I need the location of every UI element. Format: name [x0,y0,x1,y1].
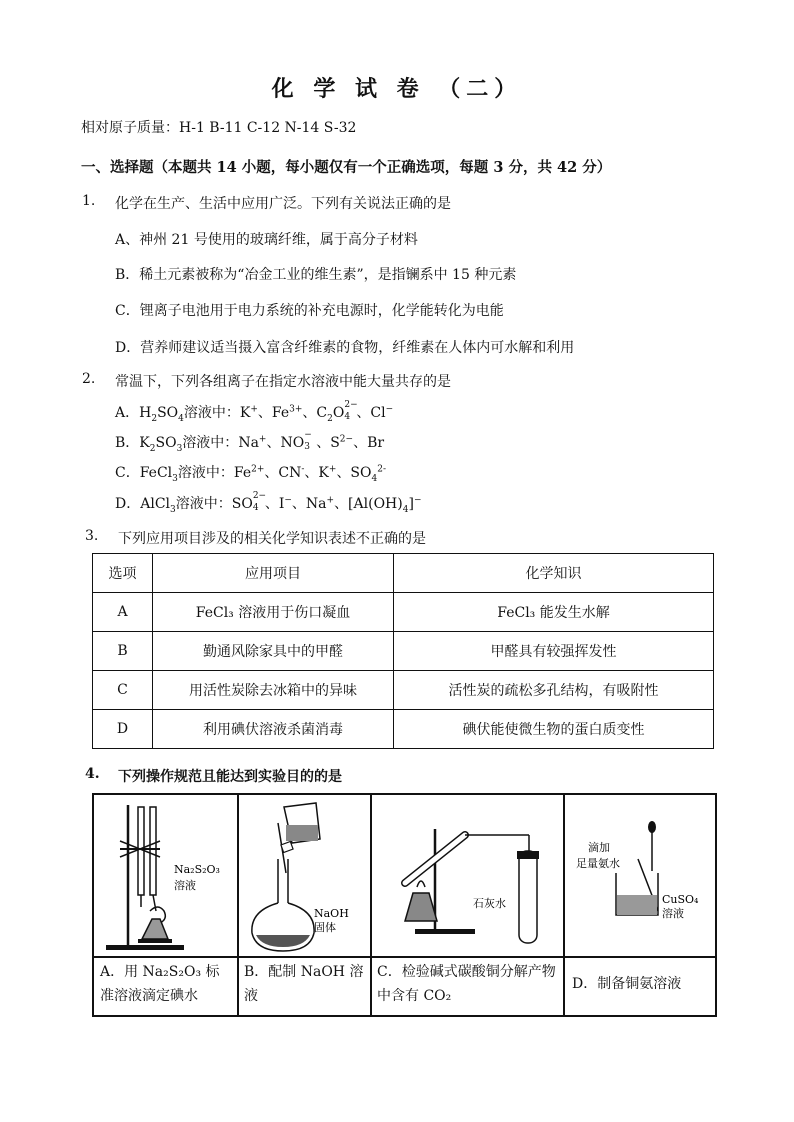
table-header-cell: 选项 [93,554,153,593]
q1-option-d: D．营养师建议适当摄入富含纤维素的食物，纤维素在人体内可水解和利用 [115,340,575,356]
q2-b-label: 溶液中： [182,435,239,451]
q2-number: 2. [82,371,96,387]
table-header-cell: 化学知识 [394,554,714,593]
q4-caption-c: C．检验碱式碳酸铜分解产物中含有 CO₂ [377,964,556,1004]
q2-option-d: D．AlCl$_3$溶液中：SO 2− 4 、I−、Na+、$[Al(OH)_4]^-$ [115,491,422,515]
q4-d-top1: 滴加 [588,841,610,854]
q4-figure-table [92,793,717,1017]
q4-b-reagent: NaOH [314,907,349,920]
table-row [93,710,714,749]
table-cell: C [93,671,153,710]
q4-caption-b: B．配制 NaOH 溶液 [244,964,364,1004]
table-row [93,593,714,632]
q4-caption-a: A．用 Na₂S₂O₃ 标准溶液滴定碘水 [100,964,220,1004]
table-header-row [93,554,714,593]
q4-number: 4. [85,766,100,782]
q2-option-c: C．FeCl$_3$溶液中：$Fe^{2+}$、CN-、K+、$SO_4^{2-}$ [115,464,387,484]
q2-d-prefix: D． [115,496,141,512]
q1-option-c: C．锂离子电池用于电力系统的补充电源时，化学能转化为电能 [115,303,504,319]
table-cell: 勤通风除家具中的甲醛 [153,632,394,671]
q2-stem: 常温下，下列各组离子在指定水溶液中能大量共存的是 [115,374,451,390]
q4-b-reagent2: 固体 [314,921,336,934]
q2-b-prefix: B． [115,435,140,451]
q2-c-prefix: C． [115,465,140,481]
q4-c-reagent: 石灰水 [473,897,506,910]
q2-a-prefix: A． [115,405,140,421]
q4-d-top2: 足量氨水 [576,857,620,870]
table-cell: D [93,710,153,749]
section-heading: 一、选择题（本题共 14 小题，每小题仅有一个正确选项，每题 3 分，共 42 分） [81,159,612,176]
table-header-cell: 应用项目 [153,554,394,593]
q1-option-a: A、神州 21 号使用的玻璃纤维，属于高分子材料 [115,232,418,248]
q3-number: 3. [85,528,99,544]
q4-divider [94,956,715,958]
copper-ammine-figure [566,799,712,953]
q1-stem: 化学在生产、生活中应用广泛。下列有关说法正确的是 [115,196,451,212]
q2-c-label: 溶液中： [177,465,234,481]
q4-a-reagent2: 溶液 [174,879,196,892]
q4-caption-d: D．制备铜氨溶液 [572,976,682,992]
table-cell: B [93,632,153,671]
atomic-masses: 相对原子质量：H-1 B-11 C-12 N-14 S-32 [81,120,357,136]
q2-option-b: B．$K_2SO_3$溶液中：Na+、NO − 3 、$S^{2-}$、Br [115,430,385,454]
page-title: 化 学 试 卷 （二） [271,76,523,102]
table-cell: 甲醛具有较强挥发性 [394,632,714,671]
table-cell: 用活性炭除去冰箱中的异味 [153,671,394,710]
q2-option-a: A．$H_2SO_4$溶液中：K+、$Fe^{3+}$、$C_2O$ 2− 4 、Cl− [115,400,394,424]
q1-option-b: B．稀土元素被称为“冶金工业的维生素”，是指镧系中 15 种元素 [115,267,517,283]
q2-d-label: 溶液中： [175,496,232,512]
q4-d-reagent2: 溶液 [662,907,684,920]
table-cell: FeCl₃ 能发生水解 [394,593,714,632]
table-cell: 碘伏能使微生物的蛋白质变性 [394,710,714,749]
table-cell: 活性炭的疏松多孔结构，有吸附性 [394,671,714,710]
q2-a-label: 溶液中： [183,405,240,421]
table-row [93,632,714,671]
titration-apparatus-figure [98,799,234,953]
q4-d-reagent: CuSO₄ [662,893,699,906]
q4-stem: 下列操作规范且能达到实验目的的是 [118,769,342,785]
table-row [93,671,714,710]
q3-stem: 下列应用项目涉及的相关化学知识表述不正确的是 [118,531,426,547]
decomposition-apparatus-figure [373,799,561,953]
q4-a-reagent: Na₂S₂O₃ [174,863,220,876]
table-cell: 利用碘伏溶液杀菌消毒 [153,710,394,749]
table-cell: A [93,593,153,632]
q3-table [92,553,714,749]
q1-number: 1. [82,193,96,209]
table-cell: FeCl₃ 溶液用于伤口凝血 [153,593,394,632]
volumetric-flask-figure [240,799,368,953]
